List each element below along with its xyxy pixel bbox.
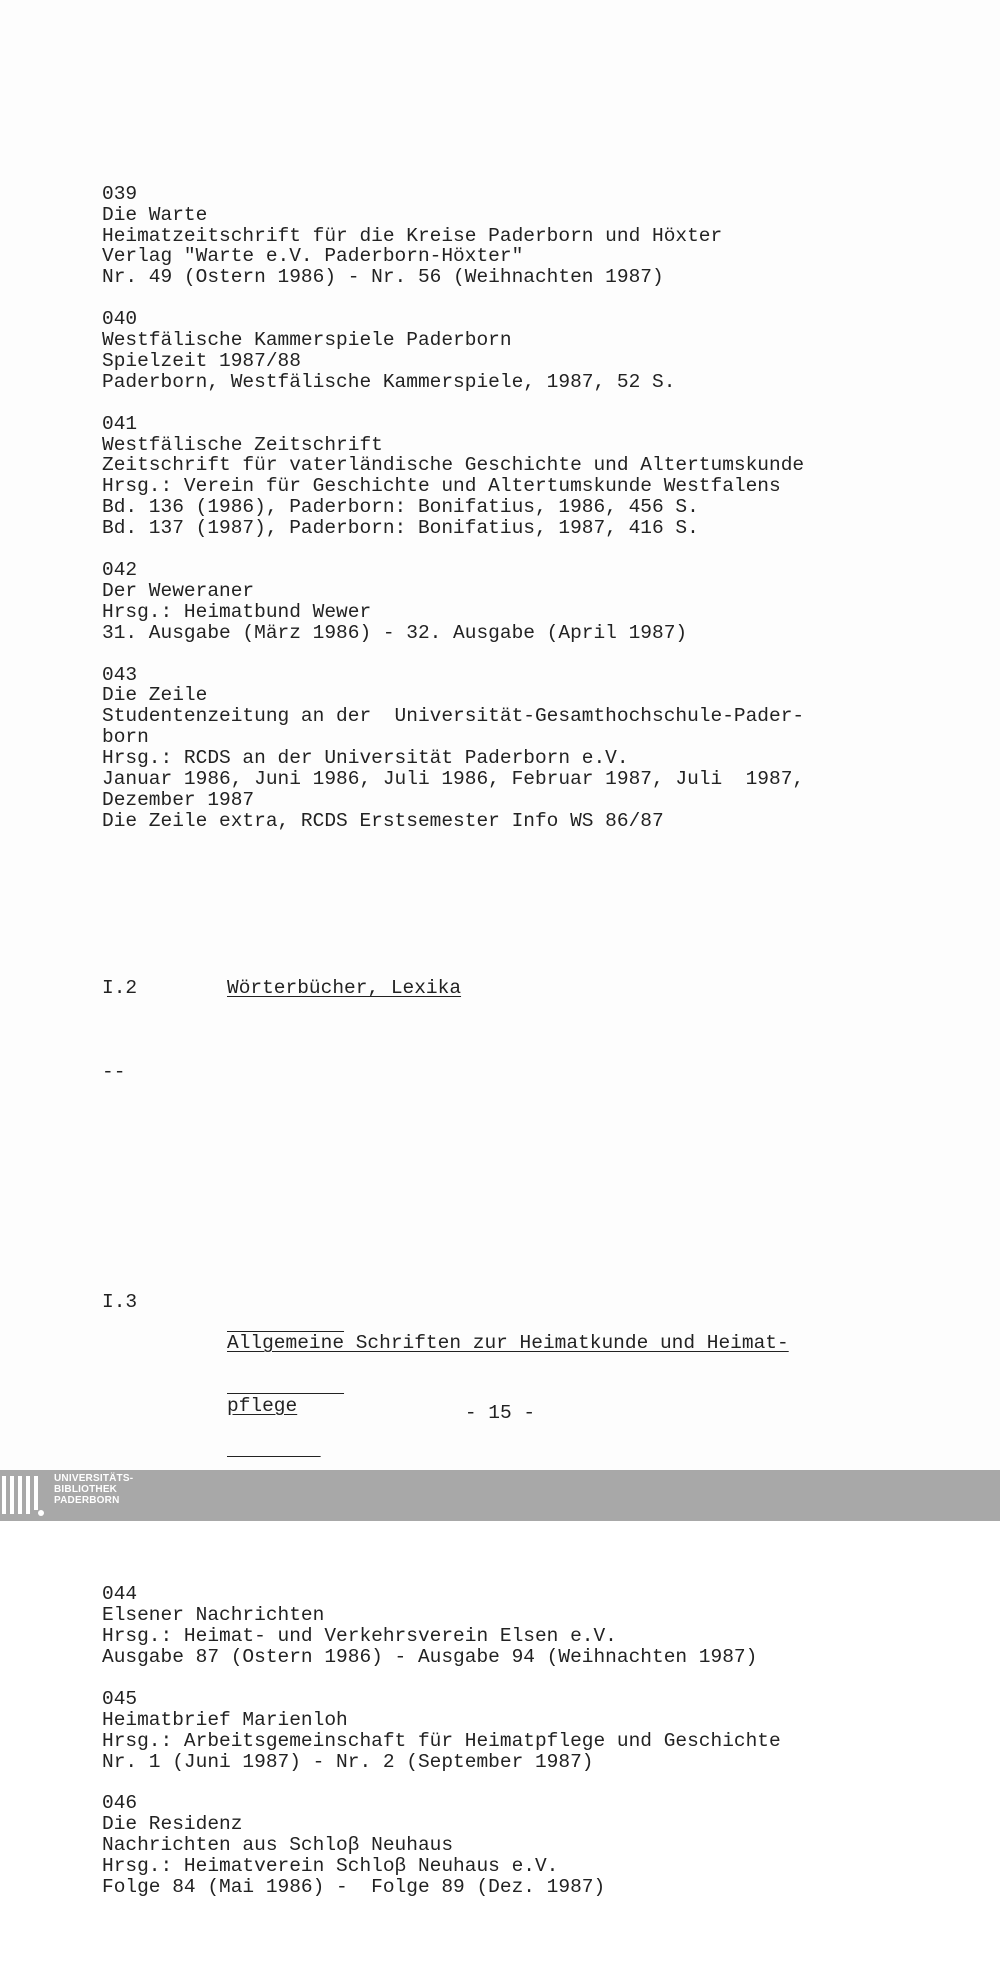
section-title: Wörterbücher, Lexika <box>227 977 462 1000</box>
bibliography-entry <box>102 665 902 832</box>
bibliography-entry <box>102 1584 902 1668</box>
library-name: UNIVERSITÄTS- BIBLIOTHEK PADERBORN <box>54 1473 134 1506</box>
entry-number: 040 <box>102 308 138 331</box>
entry-line: Die Zeile extra, RCDS Erstsemester Info WS 86/87 <box>102 809 664 832</box>
section-placeholder: -- <box>102 1060 126 1083</box>
bibliography-entry <box>102 1793 902 1898</box>
entry-line: Hrsg.: Verein für Geschichte und Altertumskunde Westfalens <box>102 475 781 498</box>
entry-line: 31. Ausgabe (März 1986) - 32. Ausgabe (April 1987) <box>102 621 688 644</box>
section-number: I.3 <box>102 1290 138 1313</box>
entry-number: 042 <box>102 558 138 581</box>
entry-line: Hrsg.: Heimat- und Verkehrsverein Elsen e.V. <box>102 1625 617 1648</box>
entry-line: Verlag "Warte e.V. Paderborn-Höxter" <box>102 245 524 268</box>
bibliography-entry <box>102 414 902 539</box>
section-i2 <box>102 936 902 1124</box>
entry-number: 041 <box>102 412 138 435</box>
entry-line: Bd. 136 (1986), Paderborn: Bonifatius, 1986, 456 S. <box>102 496 699 519</box>
bibliography-entry <box>102 184 902 289</box>
page-number: - 15 - <box>464 1402 536 1424</box>
entry-line: Der Weweraner <box>102 579 255 602</box>
entries-group-b <box>102 1584 902 1898</box>
library-logo-icon <box>0 1474 48 1516</box>
page-content <box>102 121 902 1961</box>
section-i3 <box>102 1250 902 1501</box>
entries-group-a <box>102 184 902 832</box>
entry-line: Westfälische Kammerspiele Paderborn <box>102 329 512 352</box>
entry-line: born <box>102 726 149 749</box>
entry-line: Hrsg.: RCDS an der Universität Paderborn e.V. <box>102 747 629 770</box>
entry-line: Hrsg.: Heimatverein Schloβ Neuhaus e.V. <box>102 1855 559 1878</box>
entry-line: Elsener Nachrichten <box>102 1604 325 1627</box>
entry-line: Heimatzeitschrift für die Kreise Paderborn und Höxter <box>102 224 723 247</box>
entry-line: Dezember 1987 <box>102 788 255 811</box>
library-footer <box>0 1470 1000 1521</box>
section-number: I.2 <box>102 977 138 1000</box>
entry-line: Zeitschrift für vaterländische Geschichte und Altertumskunde <box>102 454 805 477</box>
entry-line: Januar 1986, Juni 1986, Juli 1986, Februar 1987, Juli 1987, <box>102 768 805 791</box>
entry-line: Die Residenz <box>102 1813 243 1836</box>
entry-line: Hrsg.: Heimatbund Wewer <box>102 600 372 623</box>
entry-line: Heimatbrief Marienloh <box>102 1708 348 1731</box>
bibliography-entry <box>102 560 902 644</box>
bibliography-entry <box>102 1689 902 1773</box>
entry-line: Paderborn, Westfälische Kammerspiele, 1987, 52 S. <box>102 370 676 393</box>
entry-number: 039 <box>102 182 138 205</box>
entry-number: 045 <box>102 1687 138 1710</box>
entry-line: Die Zeile <box>102 684 208 707</box>
entry-line: Westfälische Zeitschrift <box>102 433 383 456</box>
entry-number: 044 <box>102 1583 138 1606</box>
entry-line: Bd. 137 (1987), Paderborn: Bonifatius, 1987, 416 S. <box>102 517 699 540</box>
entry-line: Nr. 49 (Ostern 1986) - Nr. 56 (Weihnachten 1987) <box>102 266 664 289</box>
entry-line: Hrsg.: Arbeitsgemeinschaft für Heimatpflege und Geschichte <box>102 1729 781 1752</box>
entry-line: Ausgabe 87 (Ostern 1986) - Ausgabe 94 (Weihnachten 1987) <box>102 1646 758 1668</box>
section-title: Allgemeine Schriften zur Heimatkunde und Heimat- pflege <box>227 1332 789 1418</box>
entry-line: Nachrichten aus Schloβ Neuhaus <box>102 1834 454 1857</box>
entry-line: Folge 84 (Mai 1986) - Folge 89 (Dez. 1987) <box>102 1875 606 1898</box>
entry-number: 046 <box>102 1792 138 1815</box>
entry-line: Die Warte <box>102 203 208 226</box>
entry-line: Nr. 1 (Juni 1987) - Nr. 2 (September 1987) <box>102 1750 594 1773</box>
bibliography-entry <box>102 309 902 393</box>
entry-number: 043 <box>102 663 138 686</box>
entry-line: Spielzeit 1987/88 <box>102 349 301 372</box>
entry-line: Studentenzeitung an der Universität-Gesamthochschule-Pader- <box>102 705 805 728</box>
